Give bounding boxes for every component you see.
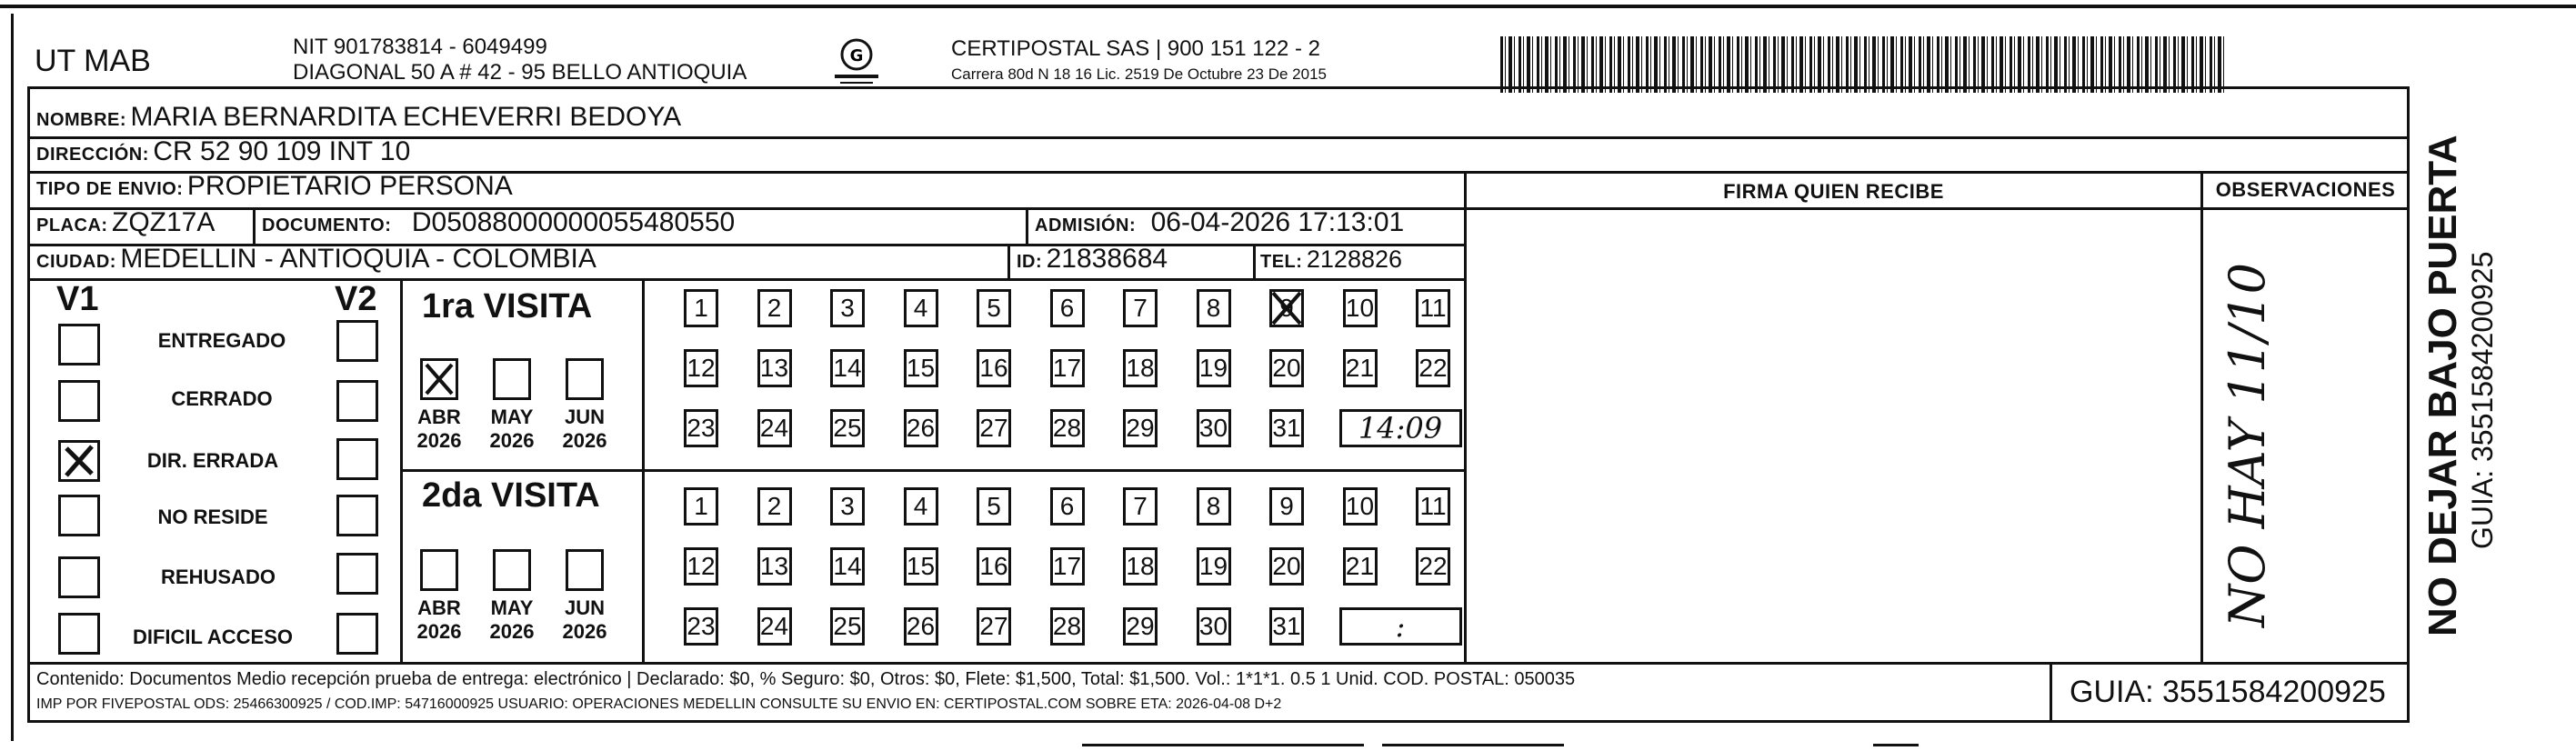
option-rehusado: REHUSADO xyxy=(161,566,276,588)
placa-value: ZQZ17A xyxy=(112,207,216,237)
carrier-logo-icon xyxy=(827,35,886,89)
first-day-2[interactable]: 2 xyxy=(757,289,792,327)
v2-checkbox-dir-errada[interactable] xyxy=(336,438,378,480)
option-no-reside: NO RESIDE xyxy=(157,506,268,528)
first-month-name-may: MAY xyxy=(490,406,534,428)
id-row xyxy=(1017,244,1168,275)
v2-header: V2 xyxy=(335,280,377,318)
first-day-27[interactable]: 27 xyxy=(977,409,1011,447)
second-day-2[interactable]: 2 xyxy=(757,487,792,526)
tipo-value: PROPIETARIO PERSONA xyxy=(186,171,513,201)
second-day-18[interactable]: 18 xyxy=(1123,547,1158,586)
first-day-31[interactable]: 31 xyxy=(1269,409,1304,447)
checkmark-x-icon xyxy=(61,443,97,479)
first-day-3[interactable]: 3 xyxy=(830,289,865,327)
tipo-row xyxy=(36,171,513,202)
documento-row xyxy=(262,207,735,238)
no-dejar-bajo-puerta xyxy=(2421,91,2466,636)
first-month-year-jun: 2026 xyxy=(562,429,607,452)
first-day-6[interactable]: 6 xyxy=(1050,289,1085,327)
ciudad-label: CIUDAD: xyxy=(36,252,116,272)
observaciones-header: OBSERVACIONES xyxy=(2215,178,2396,201)
documento-value: D05088000000055480550 xyxy=(411,207,736,237)
second-day-8[interactable]: 8 xyxy=(1197,487,1231,526)
second-month-year-jun: 2026 xyxy=(562,620,607,643)
carrier-name: CERTIPOSTAL SAS | 900 151 122 - 2 xyxy=(951,36,1320,61)
first-day-17[interactable]: 17 xyxy=(1050,349,1085,387)
id-label: ID: xyxy=(1017,252,1043,272)
second-month-year-abr: 2026 xyxy=(416,620,462,643)
second-month-label-may xyxy=(480,596,544,644)
header-nit: NIT 901783814 - 6049499 xyxy=(293,35,547,59)
first-day-11[interactable]: 11 xyxy=(1416,289,1450,327)
header-company: UT MAB xyxy=(35,44,151,78)
second-day-9[interactable]: 9 xyxy=(1269,487,1304,526)
option-cerrado: CERRADO xyxy=(171,387,273,410)
first-day-28[interactable]: 28 xyxy=(1050,409,1085,447)
cell-divider xyxy=(253,207,256,244)
second-day-4[interactable]: 4 xyxy=(904,487,938,526)
first-day-8[interactable]: 8 xyxy=(1197,289,1231,327)
second-month-may[interactable] xyxy=(493,549,531,591)
obs-divider xyxy=(2200,171,2203,664)
direccion-label: DIRECCIÓN: xyxy=(36,145,149,165)
cell-divider xyxy=(1026,207,1028,244)
bottom-line xyxy=(1382,744,1564,746)
cell-divider xyxy=(1253,244,1256,278)
second-month-year-may: 2026 xyxy=(489,620,535,643)
second-day-3[interactable]: 3 xyxy=(830,487,865,526)
admision-label: ADMISIÓN: xyxy=(1035,215,1137,235)
no-dejar-text: NO DEJAR BAJO PUERTA xyxy=(2421,135,2465,636)
bottom-line xyxy=(1873,744,1919,746)
first-month-may[interactable] xyxy=(493,358,531,400)
first-visit-title: 1ra VISITA xyxy=(422,287,593,325)
second-day-30[interactable]: 30 xyxy=(1197,607,1231,646)
documento-label: DOCUMENTO: xyxy=(262,215,392,235)
svg-text:G: G xyxy=(849,46,864,65)
second-month-label-jun xyxy=(553,596,616,644)
placa-label: PLACA: xyxy=(36,215,108,235)
nombre-row xyxy=(36,102,681,133)
v1-checkbox-rehusado[interactable] xyxy=(58,556,100,598)
v2-checkbox-entregado[interactable] xyxy=(336,320,378,362)
first-day-4[interactable]: 4 xyxy=(904,289,938,327)
first-day-5[interactable]: 5 xyxy=(977,289,1011,327)
first-day-14[interactable]: 14 xyxy=(830,349,865,387)
carrier-address: Carrera 80d N 18 16 Lic. 2519 De Octubre 23 De 2015 xyxy=(951,65,1327,83)
visit-separator xyxy=(400,469,1467,472)
first-day-1[interactable]: 1 xyxy=(684,289,718,327)
first-month-label-abr xyxy=(407,406,471,453)
nombre-label: NOMBRE: xyxy=(36,110,127,130)
guia-vertical xyxy=(2466,167,2500,549)
first-month-label-jun xyxy=(553,406,616,453)
footer-guia-divider xyxy=(2050,662,2052,720)
v1-checkbox-no-reside[interactable] xyxy=(58,495,100,536)
v2-checkbox-no-reside[interactable] xyxy=(336,495,378,536)
second-day-28[interactable]: 28 xyxy=(1050,607,1085,646)
first-day-26[interactable]: 26 xyxy=(904,409,938,447)
second-month-name-abr: ABR xyxy=(417,596,461,619)
second-day-24[interactable]: 24 xyxy=(757,607,792,646)
second-day-19[interactable]: 19 xyxy=(1197,547,1231,586)
second-month-label-abr xyxy=(407,596,471,644)
second-day-1[interactable]: 1 xyxy=(684,487,718,526)
second-visit-title: 2da VISITA xyxy=(422,476,600,515)
footer-imp: IMP POR FIVEPOSTAL ODS: 25466300925 / COD.IMP: 54716000925 USUARIO: OPERACIONES MEDELLIN CONSULTE SU ENVIO EN: CERTIPOSTAL.COM SOBRE ETA: 2026-04-08 D+2 xyxy=(36,696,1282,712)
tel-label: TEL: xyxy=(1260,252,1303,272)
second-day-23[interactable]: 23 xyxy=(684,607,718,646)
second-day-20[interactable]: 20 xyxy=(1269,547,1304,586)
v1-checkbox-dificil-acceso[interactable] xyxy=(58,613,100,655)
second-month-name-jun: JUN xyxy=(564,596,605,619)
first-day-29[interactable]: 29 xyxy=(1123,409,1158,447)
row-divider xyxy=(27,278,1467,281)
first-day-19[interactable]: 19 xyxy=(1197,349,1231,387)
v2-checkbox-rehusado[interactable] xyxy=(336,553,378,595)
second-month-name-may: MAY xyxy=(490,596,534,619)
tel-row xyxy=(1260,245,1402,274)
first-day-7[interactable]: 7 xyxy=(1123,289,1158,327)
first-month-label-may xyxy=(480,406,544,453)
checkmark-x-icon xyxy=(423,361,456,397)
second-day-11[interactable]: 11 xyxy=(1416,487,1450,526)
second-day-7[interactable]: 7 xyxy=(1123,487,1158,526)
first-month-name-jun: JUN xyxy=(564,406,605,428)
first-month-year-may: 2026 xyxy=(489,429,535,452)
second-month-abr[interactable] xyxy=(420,549,458,591)
id-value: 21838684 xyxy=(1046,244,1168,274)
first-day-30[interactable]: 30 xyxy=(1197,409,1231,447)
first-month-jun[interactable] xyxy=(566,358,604,400)
second-day-6[interactable]: 6 xyxy=(1050,487,1085,526)
v1-checkbox-entregado[interactable] xyxy=(58,324,100,365)
firma-header: FIRMA QUIEN RECIBE xyxy=(1723,180,1944,203)
option-dir-errada: DIR. ERRADA xyxy=(146,449,279,472)
second-day-15[interactable]: 15 xyxy=(904,547,938,586)
second-day-31[interactable]: 31 xyxy=(1269,607,1304,646)
placa-row xyxy=(36,207,215,238)
footer-contenido: Contenido: Documentos Medio recepción prueba de entrega: electrónico | Declarado: $0, % Seguro: $0, Otros: $0, Flete: $1,500, Total: $1,500. Vol.: 1*1*1. 0.5 1 Unid. COD. POSTAL: 050035 xyxy=(36,669,1576,689)
observation-handwritten xyxy=(2219,245,2276,627)
second-day-12[interactable]: 12 xyxy=(684,547,718,586)
second-day-29[interactable]: 29 xyxy=(1123,607,1158,646)
second-month-jun[interactable] xyxy=(566,549,604,591)
v1-header: V1 xyxy=(56,280,99,318)
first-day-20[interactable]: 20 xyxy=(1269,349,1304,387)
footer-guia: GUIA: 3551584200925 xyxy=(2070,675,2386,709)
v2-checkbox-dificil-acceso[interactable] xyxy=(336,613,378,655)
nombre-value: MARIA BERNARDITA ECHEVERRI BEDOYA xyxy=(130,102,682,132)
ciudad-value: MEDELLIN - ANTIOQUIA - COLOMBIA xyxy=(120,244,596,274)
first-time-field[interactable]: 14:09 xyxy=(1339,409,1462,447)
checkmark-x-icon xyxy=(1269,289,1304,327)
second-day-22[interactable]: 22 xyxy=(1416,547,1450,586)
v1-checkbox-dir-errada[interactable] xyxy=(58,440,100,482)
direccion-row xyxy=(36,136,410,167)
first-day-15[interactable]: 15 xyxy=(904,349,938,387)
first-day-12[interactable]: 12 xyxy=(684,349,718,387)
second-day-27[interactable]: 27 xyxy=(977,607,1011,646)
admision-value: 06-04-2026 17:13:01 xyxy=(1150,207,1405,237)
first-day-21[interactable]: 21 xyxy=(1343,349,1378,387)
v1-checkbox-cerrado[interactable] xyxy=(58,380,100,422)
direccion-value: CR 52 90 109 INT 10 xyxy=(153,136,411,166)
second-time-field[interactable]: : xyxy=(1339,607,1462,646)
first-day-24[interactable]: 24 xyxy=(757,409,792,447)
top-border xyxy=(0,5,2576,8)
option-entregado: ENTREGADO xyxy=(157,329,286,352)
second-day-17[interactable]: 17 xyxy=(1050,547,1085,586)
tel-value: 2128826 xyxy=(1306,245,1403,273)
option-dificil-acceso: DIFICIL ACCESO xyxy=(132,626,293,648)
ciudad-row xyxy=(36,244,596,275)
header-address: DIAGONAL 50 A # 42 - 95 BELLO ANTIOQUIA xyxy=(293,60,747,85)
first-month-abr[interactable] xyxy=(420,358,458,400)
first-month-year-abr: 2026 xyxy=(416,429,462,452)
admision-row xyxy=(1035,207,1404,238)
guia-vertical-text: GUIA: 3551584200925 xyxy=(2466,251,2499,549)
second-day-26[interactable]: 26 xyxy=(904,607,938,646)
first-day-10[interactable]: 10 xyxy=(1343,289,1378,327)
first-day-18[interactable]: 18 xyxy=(1123,349,1158,387)
second-day-21[interactable]: 21 xyxy=(1343,547,1378,586)
first-day-25[interactable]: 25 xyxy=(830,409,865,447)
barcode xyxy=(1500,36,2228,93)
first-day-22[interactable]: 22 xyxy=(1416,349,1450,387)
first-day-23[interactable]: 23 xyxy=(684,409,718,447)
observation-handwritten-text: NO HAY 11/10 xyxy=(2219,262,2276,627)
v2-checkbox-cerrado[interactable] xyxy=(336,380,378,422)
tipo-label: TIPO DE ENVIO: xyxy=(36,179,184,199)
second-day-16[interactable]: 16 xyxy=(977,547,1011,586)
second-day-13[interactable]: 13 xyxy=(757,547,792,586)
left-border xyxy=(11,14,14,741)
second-day-25[interactable]: 25 xyxy=(830,607,865,646)
second-day-5[interactable]: 5 xyxy=(977,487,1011,526)
footer-divider xyxy=(27,662,2410,665)
first-day-16[interactable]: 16 xyxy=(977,349,1011,387)
first-month-name-abr: ABR xyxy=(417,406,461,428)
first-day-9[interactable]: 9 xyxy=(1269,289,1304,327)
first-day-13[interactable]: 13 xyxy=(757,349,792,387)
bottom-line xyxy=(1082,744,1364,746)
cell-divider xyxy=(1007,244,1010,278)
second-day-14[interactable]: 14 xyxy=(830,547,865,586)
second-day-10[interactable]: 10 xyxy=(1343,487,1378,526)
